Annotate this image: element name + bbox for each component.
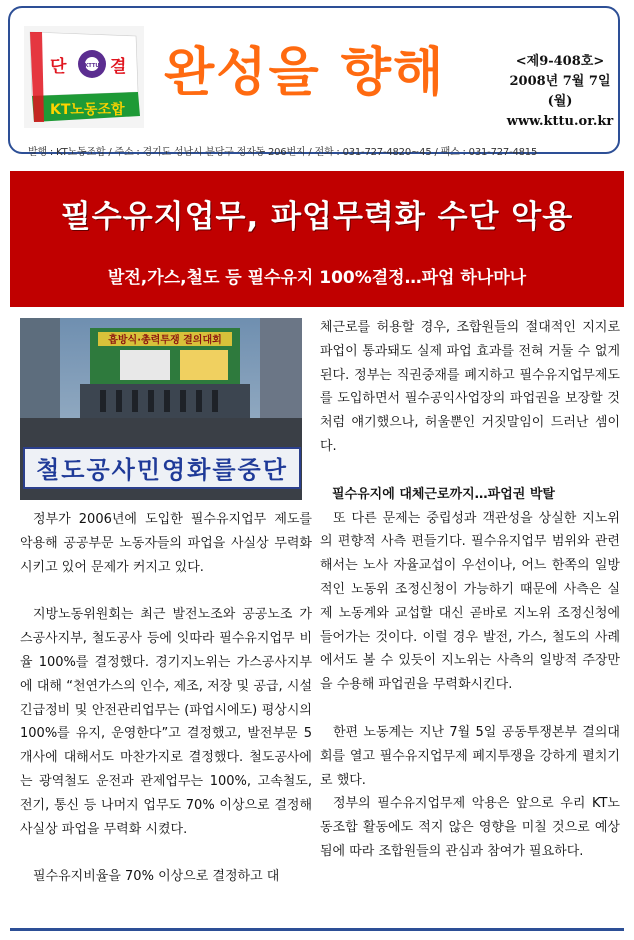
issue-date: 2008년 7월 7일(월) xyxy=(509,74,611,109)
subheadline: 발전,가스,철도 등 필수유지 100%결정…파업 하나마나 xyxy=(107,268,527,288)
issue-number: <제9-408호> xyxy=(515,54,605,69)
publisher-info: 발행 : KT노동조합 / 주소 : 경기도 성남시 분당구 정자동 206번지 / 전화 : 031-727-4820~45 / 팩스 : 031-727-4815 xyxy=(28,147,538,158)
rally-photo xyxy=(20,318,302,500)
flag-emblem: KTTU xyxy=(84,63,100,69)
headline: 필수유지업무, 파업무력화 수단 악용 xyxy=(60,199,574,235)
article-subtitle: 필수유지에 대체근로까지…파업권 박탈 xyxy=(332,486,555,502)
newsletter-title: 완성을 향해 xyxy=(164,43,446,103)
headline-banner xyxy=(10,171,624,307)
flag-word-1: 단 xyxy=(50,57,67,77)
paragraph: 지방노동위원회는 최근 발전노조와 공공노조 가스공사지부, 철도공사 등에 잇따라 필수유지업무 비율 100%를 결정했다. 경기지노위는 가스공사지부에 대해 “천연가스의 인수, 제조, 저장 및 공급, 시설 긴급정비 및 안전관리업무는 (파업시에도) 평상시의 100%를 유지, 운영한다”고 결정했고, 발전부문 5개사에 대해서도 마찬가지로 결정했다. 철도공사에는 광역철도 운전과 관제업무는 100%, 고속철도, 전기, 통신 등 나머지 업무도 70% 이상으로 결정해 사실상 파업을 무력화 시켰다. xyxy=(20,607,312,837)
paragraph: 체근로를 허용할 경우, 조합원들의 절대적인 지지로 파업이 통과돼도 실제 파업 효과를 전혀 거둘 수 없게 된다. 정부는 직권중재를 폐지하고 필수유지업무제도를 도입하면서 필수공익사업장의 파업권을 보장할 것처럼 얘기했으나, 허울뿐인 거짓말임이 드러난 셈이다. xyxy=(320,320,620,454)
protest-board-text: 철도공사민영화를중단 xyxy=(36,456,288,484)
paragraph: 정부의 필수유지업무제 악용은 앞으로 우리 KT노동조합 활동에도 적지 않은 영향을 미칠 것으로 예상됨에 따라 조합원들의 관심과 참여가 필요하다. xyxy=(320,796,620,859)
flag-word-2: 결 xyxy=(110,57,127,77)
masthead-box xyxy=(8,6,620,158)
stage-title: 흡방식·총력투쟁 결의대회 xyxy=(108,335,222,346)
paragraph: 한편 노동계는 지난 7월 5일 공동투쟁본부 결의대회를 열고 필수유지업무제 폐지투쟁을 강하게 펼치기로 했다. xyxy=(320,724,620,788)
flag-union-name: KT노동조합 xyxy=(50,102,125,118)
issue-info xyxy=(498,52,622,132)
paragraph: 정부가 2006년에 도입한 필수유지업무 제도를 악용해 공공부문 노동자들의 파업을 사실상 무력화시키고 있어 문제가 커지고 있다. xyxy=(20,512,312,575)
article-left-column xyxy=(20,508,312,889)
website-url: www.kttu.or.kr xyxy=(506,114,614,129)
article-right-column xyxy=(320,316,620,864)
paragraph: 또 다른 문제는 중립성과 객관성을 상실한 지노위의 편향적 사측 편들기다. 필수유지업무 범위와 관련해서는 노사 자율교섭이 우선이나, 어느 한쪽의 일방적인 노동위 조정신청이 가능하기 때문에 사측은 실제 노동계와 교섭할 대신 곧바로 지노위 조정신청에 들어가는 것이다. 이럴 경우 발전, 가스, 철도의 사례에서도 볼 수 있듯이 지노위는 사측의 일방적 주장만을 수용해 파업권을 무력화시킨다. xyxy=(320,510,620,693)
union-flag-logo xyxy=(24,26,144,128)
paragraph: 필수유지비율을 70% 이상으로 결정하고 대 xyxy=(33,869,280,885)
footer-rule xyxy=(10,928,624,931)
